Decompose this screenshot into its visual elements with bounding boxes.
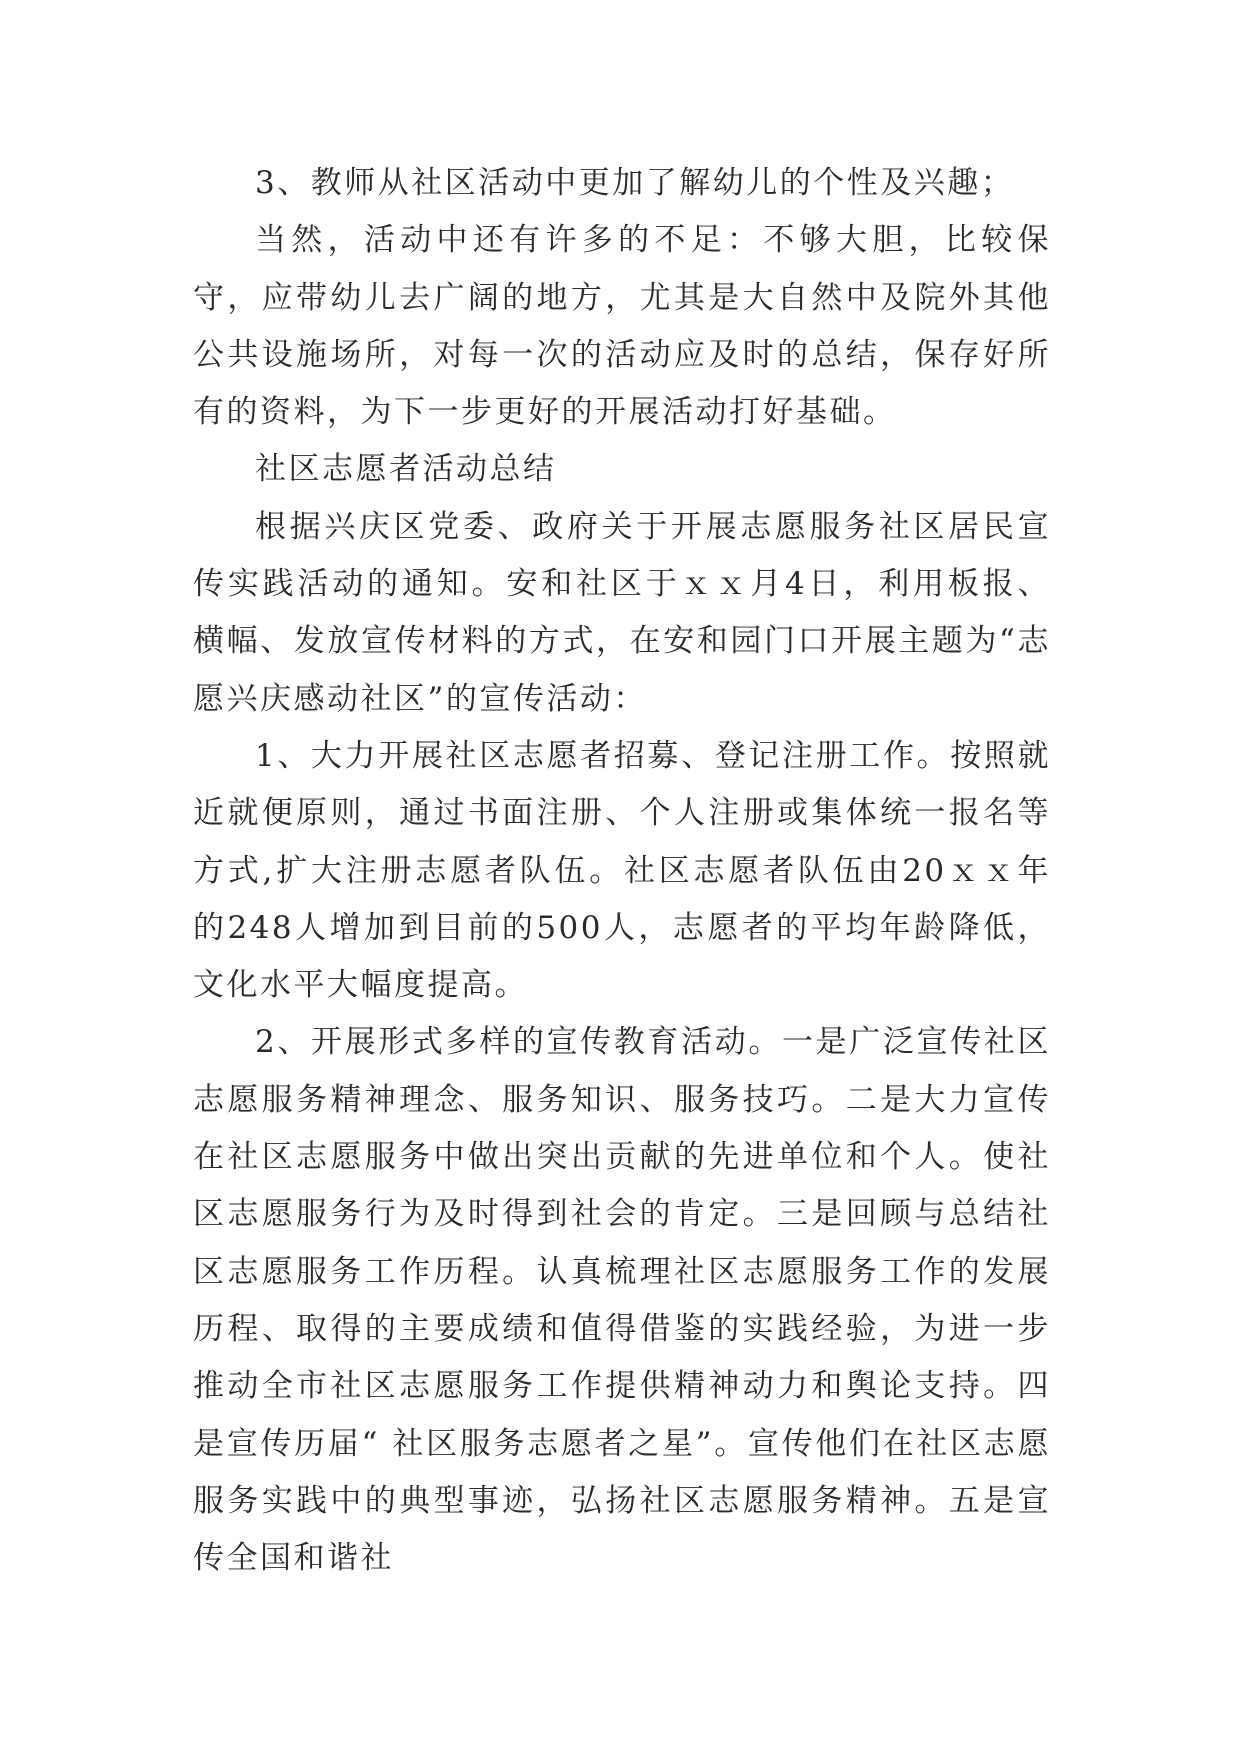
paragraph-shortcomings: 当然，活动中还有许多的不足：不够大胆，比较保守，应带幼儿去广阔的地方，尤其是大自然中及院外其他公共设施场所，对每一次的活动应及时的总结，保存好所有的资料，为下一步更好的开展活动打好基础。 (193, 222, 1051, 431)
paragraph-recruitment: 1、大力开展社区志愿者招募、登记注册工作。按照就近就便原则，通过书面注册、个人注册或集体统一报名等方式,扩大注册志愿者队伍。社区志愿者队伍由20ｘｘ年的248人增加到目前的500人，志愿者的平均年龄降低，文化水平大幅度提高。 (193, 737, 1051, 1004)
paragraph-publicity: 2、开展形式多样的宣传教育活动。一是广泛宣传社区志愿服务精神理念、服务知识、服务技巧。二是大力宣传在社区志愿服务中做出突出贡献的先进单位和个人。使社区志愿服务行为及时得到社会的肯定。三是回顾与总结社区志愿服务工作历程。认真梳理社区志愿服务工作的发展历程、取得的主要成绩和值得借鉴的实践经验，为进一步推动全市社区志愿服务工作提供精神动力和舆论支持。四是宣传历届“ 社区服务志愿者之星”。宣传他们在社区志愿服务实践中的典型事迹，弘扬社区志愿服务精神。五是宣传全国和谐社 (193, 1024, 1051, 1577)
paragraph-teacher-understanding: 3、教师从社区活动中更加了解幼儿的个性及兴趣； (255, 165, 1015, 201)
section-heading: 社区志愿者活动总结 (255, 451, 557, 488)
paragraph-notice: 根据兴庆区党委、政府关于开展志愿服务社区居民宣传实践活动的通知。安和社区于ｘｘ月4日，利用板报、横幅、发放宣传材料的方式，在安和园门口开展主题为“志愿兴庆感动社区”的宣传活动： (193, 508, 1051, 717)
document-body (193, 155, 1051, 1587)
